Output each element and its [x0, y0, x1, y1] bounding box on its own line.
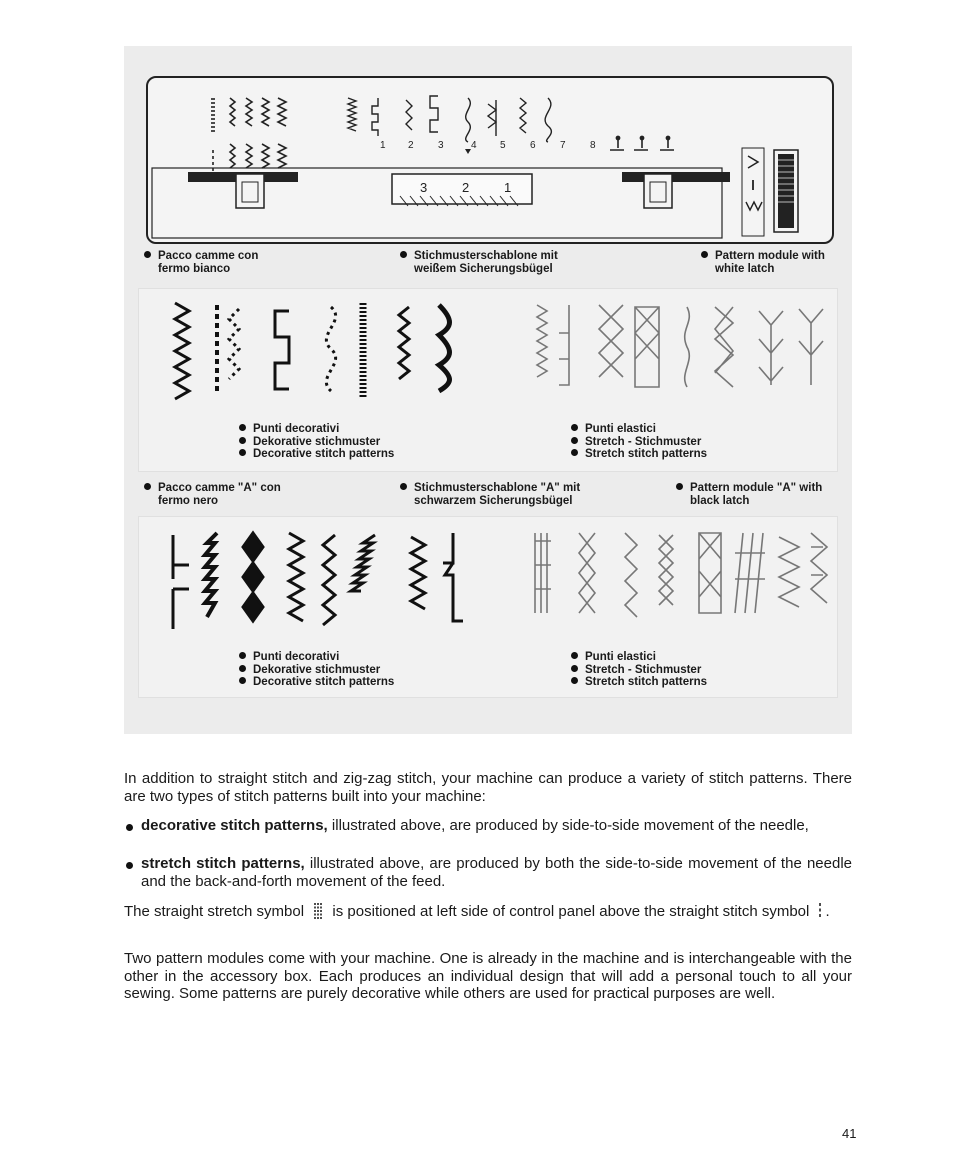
bullet-decorative — [124, 817, 852, 835]
panel-number-4: 4 — [471, 140, 477, 151]
window-number-2: 2 — [462, 180, 470, 195]
label-white-en: Pattern module with white latch — [701, 250, 825, 276]
bullet-dot-icon — [126, 862, 133, 869]
label-black-de: Stichmusterschablone "A" mit schwarzem Sicherungsbügel — [400, 482, 580, 508]
white-latch-patterns — [138, 288, 838, 472]
control-panel — [146, 76, 834, 244]
panel-drawing — [148, 78, 832, 242]
caption-decorative-black: Punti decorativi Dekorative stichmuster Decorative stitch patterns — [239, 651, 394, 689]
label-black-it: Pacco camme "A" con fermo nero — [144, 482, 281, 508]
panel-number-2: 2 — [408, 140, 414, 151]
panel-number-7: 7 — [560, 140, 566, 151]
bullet-stretch — [124, 855, 852, 890]
decorative-patterns-black — [173, 533, 463, 629]
stitch-symbols-left — [212, 98, 286, 172]
straight-stretch-symbol-icon — [312, 902, 324, 920]
symbol-text-a: The straight stretch symbol — [124, 903, 305, 920]
intro-paragraph: In addition to straight stitch and zig-zag stitch, your machine can produce a variety of stitch patterns. There are two types of stitch patterns built into your machine: — [124, 770, 852, 805]
illustration — [124, 46, 852, 734]
label-white-it: Pacco camme con fermo bianco — [144, 250, 258, 276]
window-number-1: 1 — [504, 180, 512, 195]
decorative-patterns-white — [175, 303, 450, 399]
bullet-decorative-term: decorative stitch patterns, — [141, 817, 328, 834]
modules-paragraph: Two pattern modules come with your machine. One is already in the machine and is interchangeable with the other in the accessory box. Each produces an individual design that will add a personal touch to all your sewing. Some patterns are purely decorative while others are used for practical purposes are well. — [124, 950, 852, 1002]
symbol-text-b: is positioned at left side of control panel above the straight stitch symbol — [332, 903, 810, 920]
page-number: 41 — [842, 1126, 857, 1141]
symbol-text-c: . — [825, 903, 830, 920]
label-black-en: Pattern module "A" with black latch — [676, 482, 822, 508]
caption-stretch-white: Punti elastici Stretch - Stichmuster Stretch stitch patterns — [571, 423, 707, 461]
black-latch-pattern-drawing — [139, 517, 837, 651]
white-latch-pattern-drawing — [139, 289, 837, 429]
bullet-stretch-text: illustrated above, are produced by both the side-to-side movement of the needle and the back-and-forth movement of the feed. — [141, 855, 852, 890]
pointer-triangle-icon — [465, 149, 471, 154]
caption-stretch-black: Punti elastici Stretch - Stichmuster Stretch stitch patterns — [571, 651, 707, 689]
bullet-stretch-term: stretch stitch patterns, — [141, 855, 305, 872]
symbol-paragraph — [124, 902, 852, 921]
panel-number-5: 5 — [500, 140, 506, 151]
needle-position-icons — [610, 136, 674, 150]
straight-stitch-symbol-icon — [816, 902, 824, 920]
bullet-dot-icon — [126, 824, 133, 831]
label-white-de: Stichmusterschablone mit weißem Sicherungsbügel — [400, 250, 558, 276]
panel-number-6: 6 — [530, 140, 536, 151]
bullet-decorative-text: illustrated above, are produced by side-to-side movement of the needle, — [327, 817, 809, 834]
black-latch-patterns — [138, 516, 838, 698]
stretch-patterns-black — [535, 533, 827, 617]
window-number-3: 3 — [420, 180, 428, 195]
panel-number-8: 8 — [590, 140, 596, 151]
stretch-patterns-white — [537, 305, 823, 387]
panel-number-3: 3 — [438, 140, 444, 151]
caption-decorative-white: Punti decorativi Dekorative stichmuster Decorative stitch patterns — [239, 423, 394, 461]
panel-number-1: 1 — [380, 140, 386, 151]
stitch-symbols-center — [348, 96, 551, 142]
